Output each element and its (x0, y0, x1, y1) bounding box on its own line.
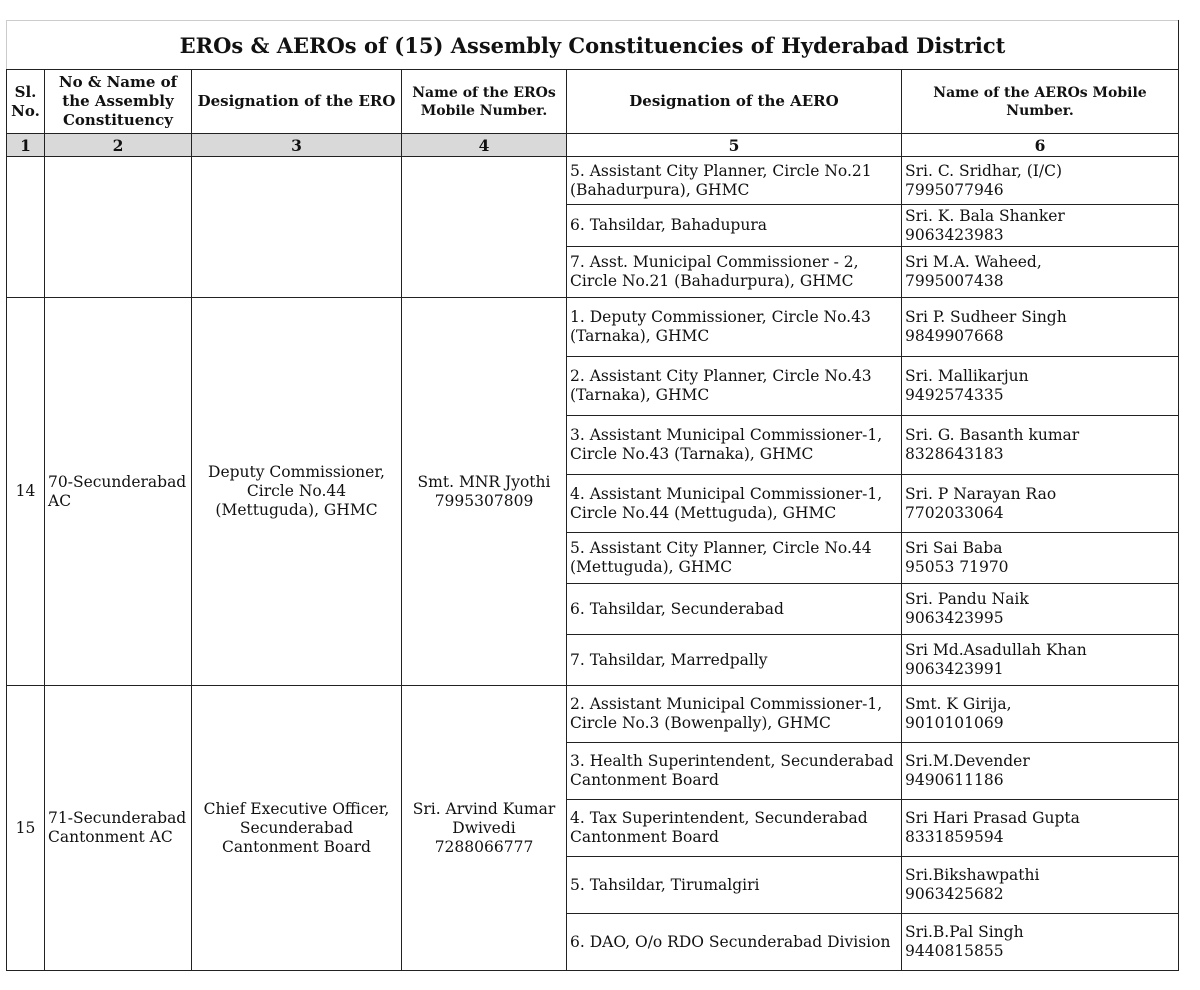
aero-name: Sri.Bikshawpathi (905, 866, 1040, 884)
aero-mobile: 9063423995 (905, 609, 1004, 627)
aero-name-cell (902, 298, 1179, 357)
header-ero-designation: Designation of the ERO (192, 70, 402, 134)
aero-name-cell (902, 800, 1179, 857)
column-number-row (7, 134, 1179, 157)
column-number: 2 (45, 134, 192, 157)
aero-name: Sri. Mallikarjun (905, 367, 1029, 385)
aero-name-cell (902, 357, 1179, 416)
aero-designation-cell: 2. Assistant Municipal Commissioner-1, Circle No.3 (Bowenpally), GHMC (567, 686, 902, 743)
aero-name-cell (902, 205, 1179, 247)
aero-name: Sri. K. Bala Shanker (905, 206, 1065, 225)
aero-designation-cell: 5. Assistant City Planner, Circle No.21 (Bahadurpura), GHMC (567, 157, 902, 205)
aero-mobile: 7995077946 (905, 180, 1004, 199)
constituency-cell: 71-Secunderabad Cantonment AC (45, 686, 192, 971)
title-row (7, 21, 1179, 70)
aero-name-cell (902, 857, 1179, 914)
aero-name: Smt. K Girija, (905, 695, 1012, 713)
header-row (7, 70, 1179, 134)
aero-mobile: 95053 71970 (905, 558, 1009, 576)
column-number: 5 (567, 134, 902, 157)
header-aero-designation: Designation of the AERO (567, 70, 902, 134)
aero-name-cell (902, 686, 1179, 743)
aero-designation-cell: 1. Deputy Commissioner, Circle No.43 (Tarnaka), GHMC (567, 298, 902, 357)
aero-name: Sri.B.Pal Singh (905, 923, 1024, 941)
aero-name: Sri Sai Baba (905, 539, 1003, 557)
aero-designation-cell: 5. Tahsildar, Tirumalgiri (567, 857, 902, 914)
aero-name-cell (902, 416, 1179, 475)
ero-name-cell: Smt. MNR Jyothi 7995307809 (402, 298, 567, 686)
ero-name-cell-mobile: 7995307809 (434, 491, 534, 510)
header-aero-name: Name of the AEROs Mobile Number. (902, 70, 1179, 134)
column-number: 1 (7, 134, 45, 157)
aero-name: Sri. G. Basanth kumar (905, 426, 1080, 444)
column-number: 4 (402, 134, 567, 157)
aero-designation-cell: 2. Assistant City Planner, Circle No.43 (Tarnaka), GHMC (567, 357, 902, 416)
table-row (7, 157, 1179, 205)
sl-no-cell (7, 157, 45, 298)
aero-mobile: 9010101069 (905, 714, 1004, 732)
aero-name-cell (902, 157, 1179, 205)
table-row (7, 686, 1179, 743)
aero-mobile: 9849907668 (905, 327, 1004, 345)
ero-name-cell: Sri. Arvind Kumar Dwivedi 7288066777 (402, 686, 567, 971)
aero-designation-cell: 7. Asst. Municipal Commissioner - 2, Circle No.21 (Bahadurpura), GHMC (567, 247, 902, 298)
aero-designation-cell: 7. Tahsildar, Marredpally (567, 635, 902, 686)
ero-designation-cell (192, 157, 402, 298)
aero-name-cell (902, 635, 1179, 686)
aero-mobile: 9492574335 (905, 386, 1004, 404)
aero-name-cell (902, 475, 1179, 533)
aero-designation-cell: 3. Assistant Municipal Commissioner-1, Circle No.43 (Tarnaka), GHMC (567, 416, 902, 475)
aero-designation-cell: 6. DAO, O/o RDO Secunderabad Division (567, 914, 902, 971)
column-number: 3 (192, 134, 402, 157)
header-sl-no: Sl. No. (7, 70, 45, 134)
aero-mobile: 8331859594 (905, 828, 1004, 846)
ero-designation-cell: Chief Executive Officer, Secunderabad Cantonment Board (192, 686, 402, 971)
aero-name-cell (902, 743, 1179, 800)
aero-name: Sri Hari Prasad Gupta (905, 809, 1080, 827)
header-ero-name: Name of the EROs Mobile Number. (402, 70, 567, 134)
aero-mobile: 9440815855 (905, 942, 1004, 960)
constituency-cell: 70-Secunderabad AC (45, 298, 192, 686)
aero-mobile: 9490611186 (905, 771, 1004, 789)
ero-aero-table (6, 20, 1179, 971)
constituency-cell (45, 157, 192, 298)
aero-name-cell (902, 914, 1179, 971)
aero-designation-cell: 6. Tahsildar, Secunderabad (567, 584, 902, 635)
sl-no-cell: 14 (7, 298, 45, 686)
aero-designation-cell: 4. Assistant Municipal Commissioner-1, Circle No.44 (Mettuguda), GHMC (567, 475, 902, 533)
aero-designation-cell: 3. Health Superintendent, Secunderabad Cantonment Board (567, 743, 902, 800)
ero-name-cell-mobile: 7288066777 (434, 837, 534, 856)
ero-name-cell (402, 157, 567, 298)
aero-designation-cell: 6. Tahsildar, Bahadupura (567, 205, 902, 247)
aero-mobile: 9063423991 (905, 660, 1004, 678)
aero-name: Sri.M.Devender (905, 752, 1030, 770)
aero-mobile: 8328643183 (905, 445, 1004, 463)
aero-mobile: 7702033064 (905, 503, 1004, 522)
aero-name-cell (902, 247, 1179, 298)
header-assembly-constituency: No & Name of the Assembly Constituency (45, 70, 192, 134)
aero-designation-cell: 5. Assistant City Planner, Circle No.44 (Mettuguda), GHMC (567, 533, 902, 584)
ero-designation-cell: Deputy Commissioner, Circle No.44 (Mettuguda), GHMC (192, 298, 402, 686)
aero-name: Sri. Pandu Naik (905, 590, 1029, 608)
aero-name: Sri. P Narayan Rao (905, 484, 1057, 503)
aero-name: Sri. C. Sridhar, (I/C) (905, 161, 1062, 180)
aero-name-cell (902, 584, 1179, 635)
aero-mobile: 9063425682 (905, 885, 1004, 903)
aero-mobile: 7995007438 (905, 272, 1004, 290)
aero-designation-cell: 4. Tax Superintendent, Secunderabad Cantonment Board (567, 800, 902, 857)
document-page (6, 20, 1178, 971)
aero-name: Sri P. Sudheer Singh (905, 308, 1067, 326)
aero-name: Sri Md.Asadullah Khan (905, 641, 1087, 659)
sl-no-cell: 15 (7, 686, 45, 971)
column-number: 6 (902, 134, 1179, 157)
page-title: EROs & AEROs of (15) Assembly Constituencies of Hyderabad District (7, 21, 1179, 70)
aero-name: Sri M.A. Waheed, (905, 253, 1042, 271)
aero-mobile: 9063423983 (905, 225, 1004, 244)
aero-name-cell (902, 533, 1179, 584)
table-row (7, 298, 1179, 357)
